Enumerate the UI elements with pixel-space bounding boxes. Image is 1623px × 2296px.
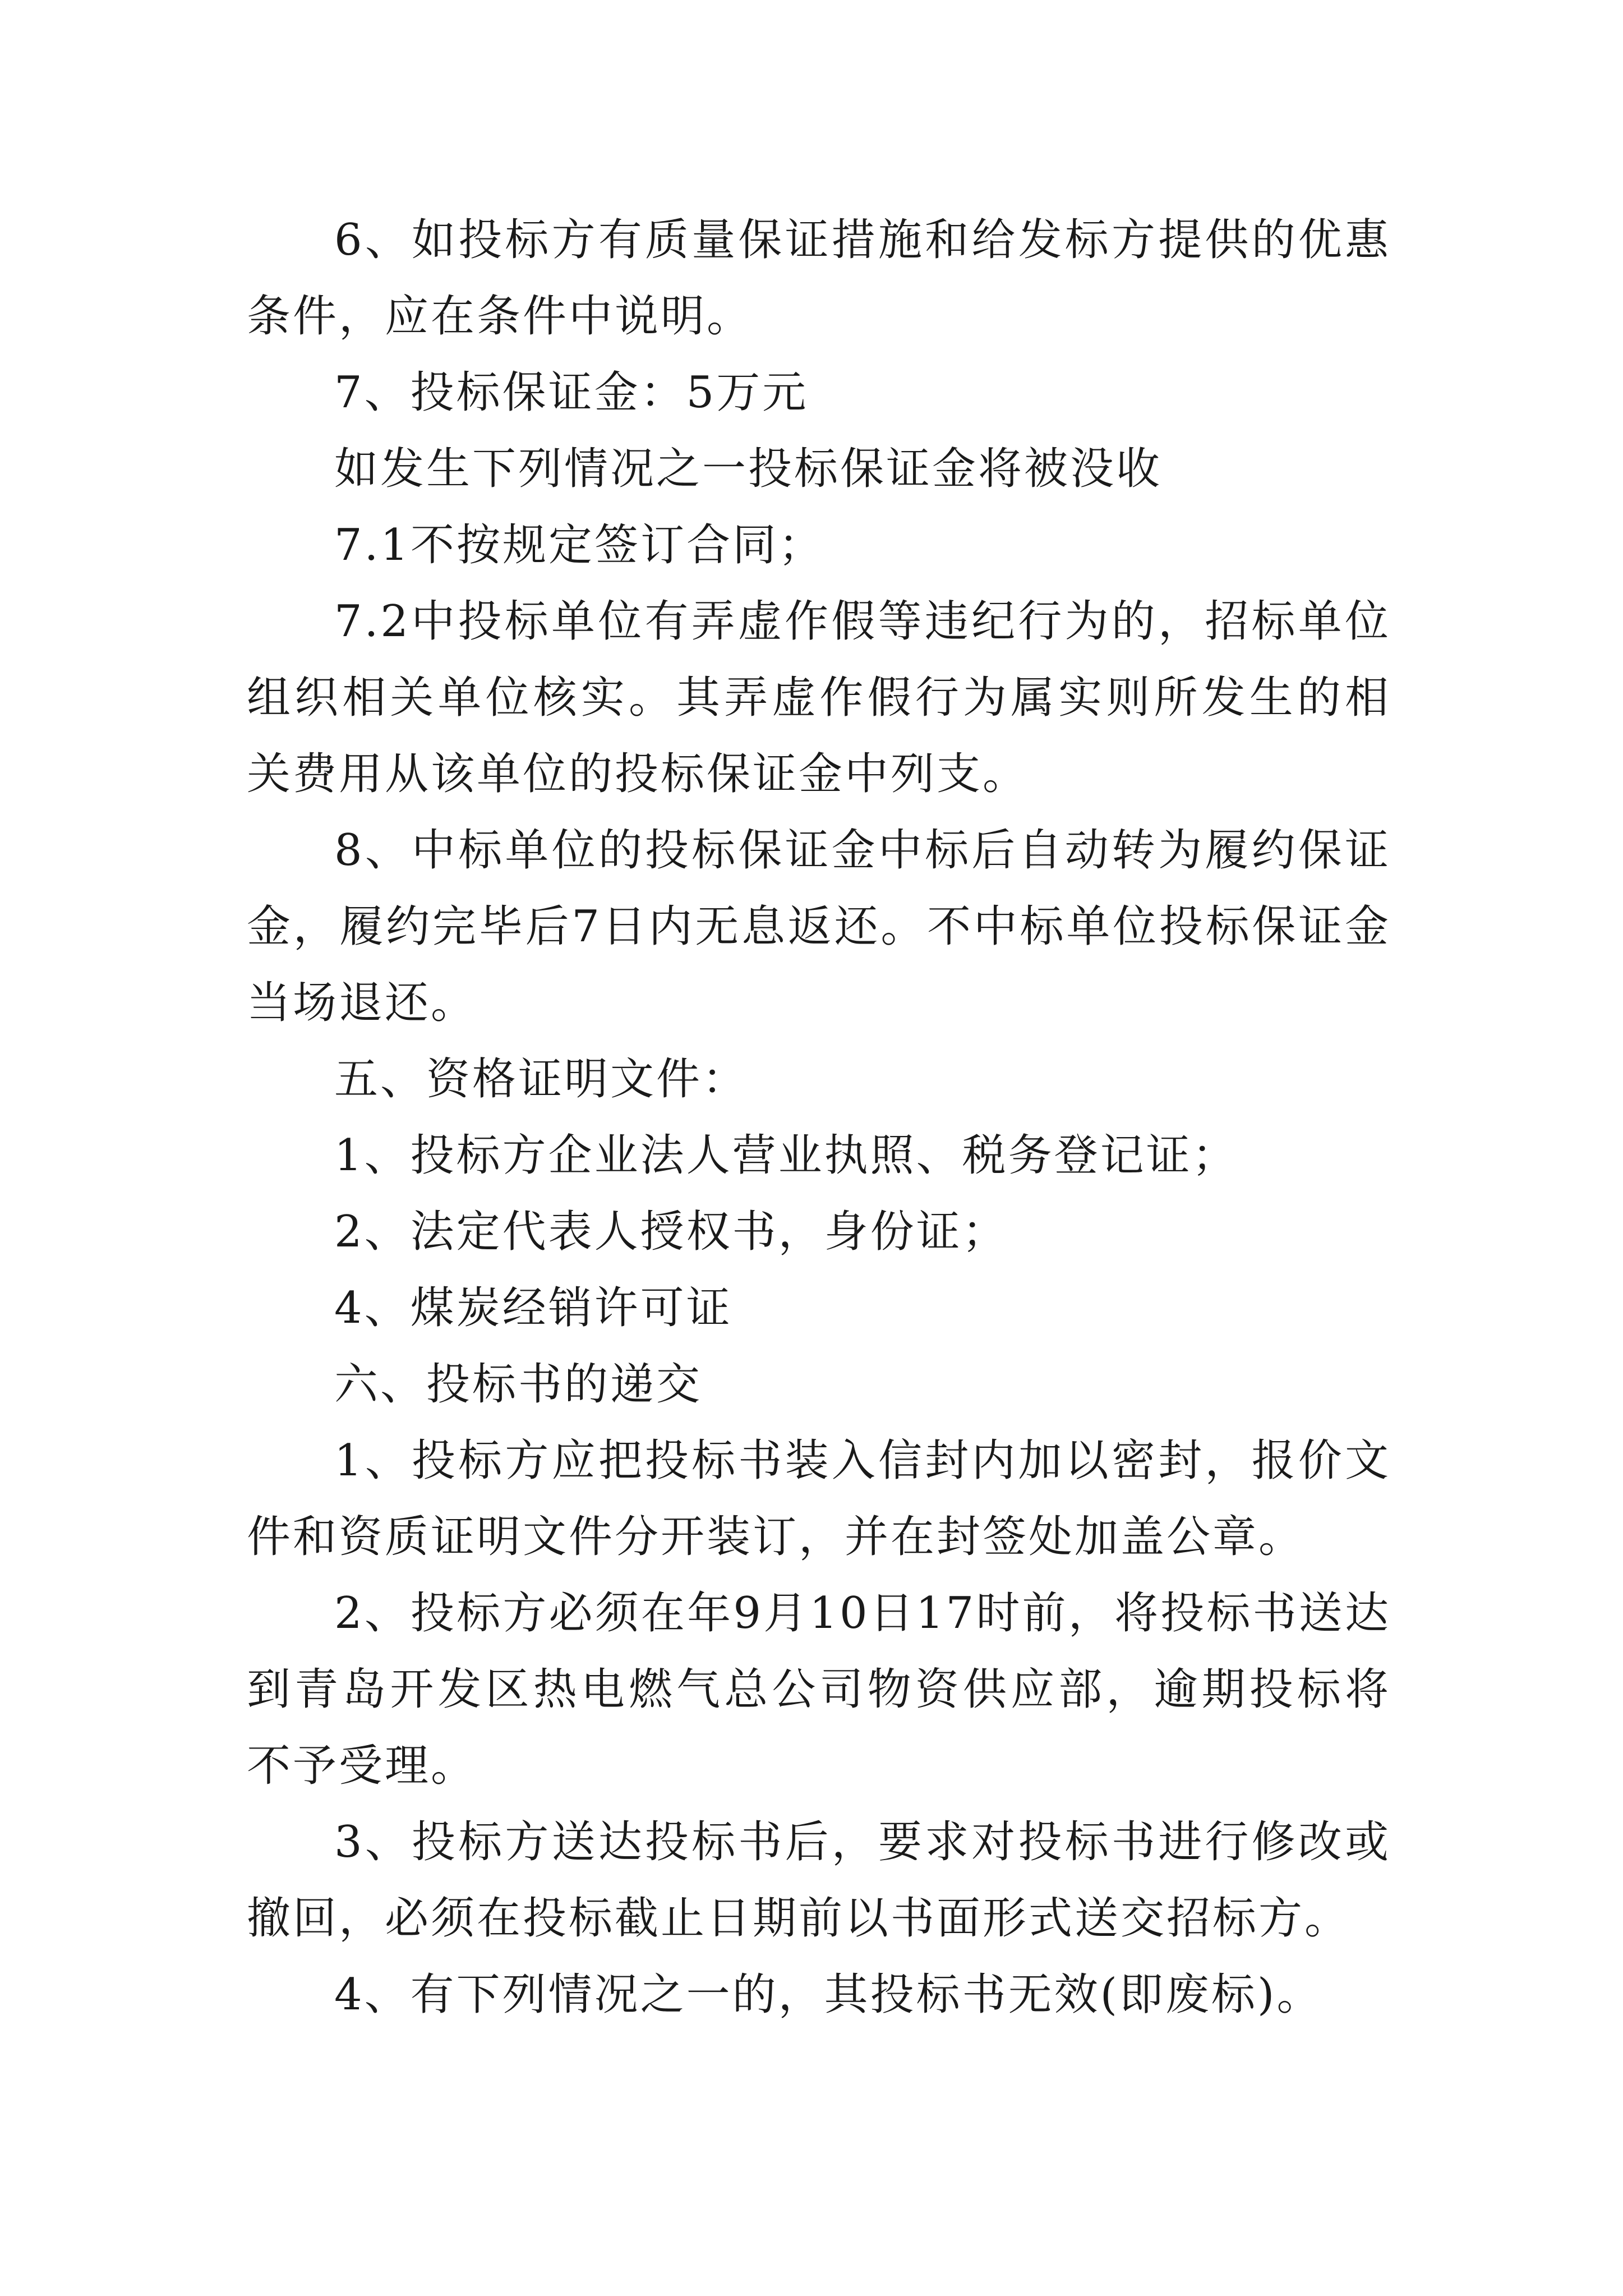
paragraph-forfeit-conditions: 如发生下列情况之一投标保证金将被没收 [334,444,1163,494]
list-item-invalid-bids: 4、有下列情况之一的，其投标书无效(即废标)。 [334,1970,1323,2020]
document-body [247,202,1391,2033]
list-item-deadline: 2、投标方必须在年9月10日17时前，将投标书送达到青岛开发区热电燃气总公司物资供应部，逾期投标将不予受理。 [247,1588,1391,1791]
paragraph-clause-8: 8、中标单位的投标保证金中标后自动转为履约保证金，履约完毕后7日内无息返还。不中标单位投标保证金当场退还。 [247,825,1391,1028]
section-heading-bid-submission: 六、投标书的递交 [334,1359,703,1410]
paragraph-clause-7-1: 7.1不按规定签订合同； [334,520,825,570]
list-item-modification: 3、投标方送达投标书后，要求对投标书进行修改或撤回，必须在投标截止日期前以书面形式送交招标方。 [247,1817,1391,1944]
list-item-authorization: 2、法定代表人授权书，身份证； [334,1207,1008,1257]
list-item-sealing: 1、投标方应把投标书装入信封内加以密封，报价文件和资质证明文件分开装订，并在封签处加盖公章。 [247,1435,1391,1562]
list-item-coal-license: 4、煤炭经销许可证 [334,1283,732,1333]
paragraph-clause-7-2: 7.2中投标单位有弄虚作假等违纪行为的，招标单位组织相关单位核实。其弄虚作假行为属实则所发生的相关费用从该单位的投标保证金中列支。 [247,596,1391,799]
section-heading-qualification-docs: 五、资格证明文件： [334,1054,749,1105]
paragraph-quality-assurance: 6、如投标方有质量保证措施和给发标方提供的优惠条件，应在条件中说明。 [247,215,1391,342]
paragraph-bid-deposit: 7、投标保证金：5万元 [334,367,809,418]
list-item-business-license: 1、投标方企业法人营业执照、税务登记证； [334,1130,1238,1181]
